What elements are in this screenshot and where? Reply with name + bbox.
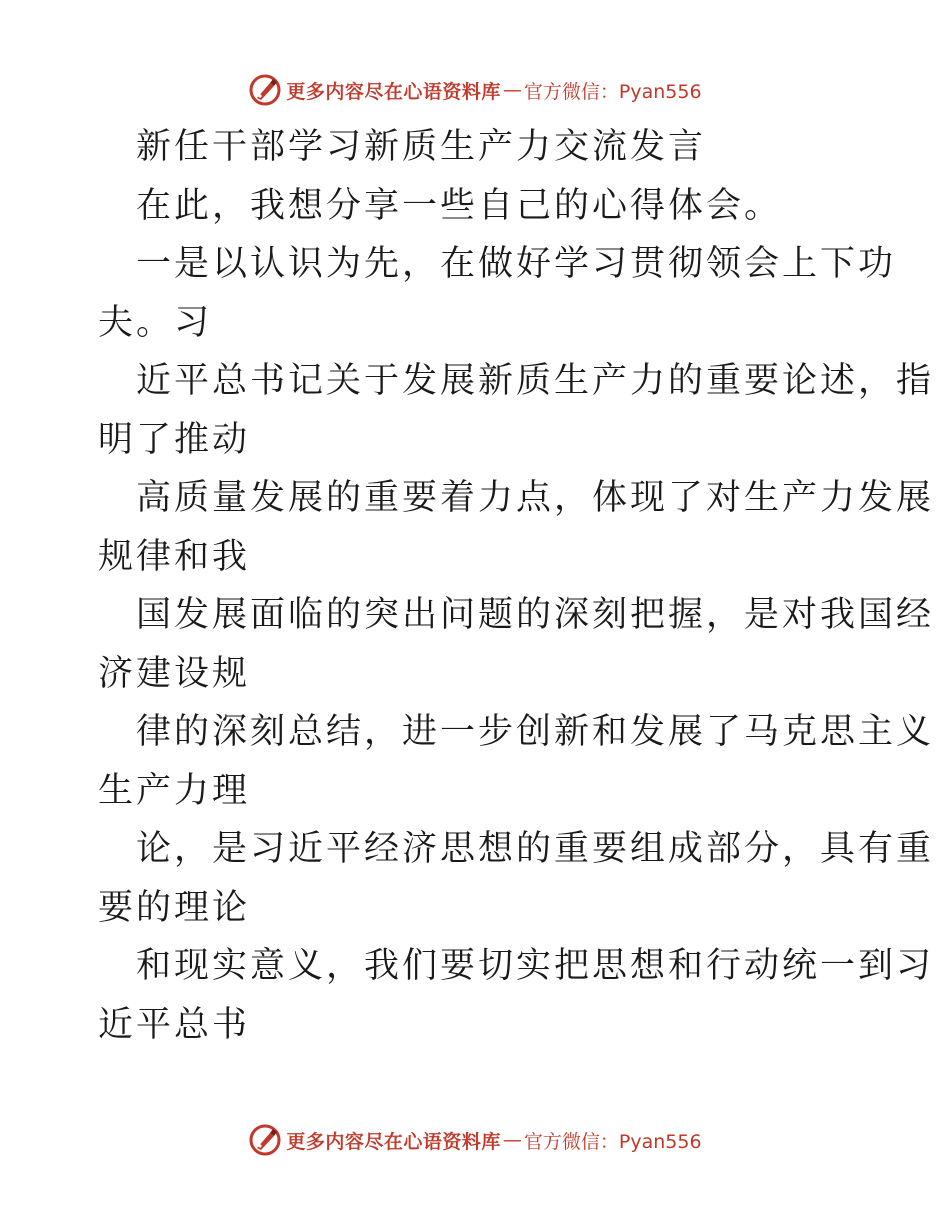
- document-line: 规律和我: [98, 536, 251, 577]
- document-line: 论，是习近平经济思想的重要组成部分，具有重: [136, 829, 935, 869]
- document-title: 新任干部学习新质生产力交流发言: [136, 127, 707, 167]
- pen-nib-logo-icon: [248, 1123, 282, 1157]
- document-body: [98, 118, 935, 1054]
- document-line: 济建设规: [98, 653, 251, 694]
- header-wechat-text: 官方微信：Pyan556: [523, 80, 702, 103]
- footer-banner: [0, 1120, 950, 1160]
- header-banner: [0, 70, 950, 110]
- document-line: 要的理论: [98, 887, 251, 928]
- document-line: 一是以认识为先，在做好学习贯彻领会上下功: [136, 244, 897, 284]
- footer-brand-text: 更多内容尽在心语资料库: [286, 1130, 501, 1153]
- footer-dash: —: [502, 1129, 522, 1151]
- document-line: 国发展面临的突出问题的深刻把握，是对我国经: [136, 595, 935, 635]
- header-dash: —: [502, 79, 522, 101]
- document-line: 夫。习: [98, 302, 213, 343]
- document-line: 近平总书记关于发展新质生产力的重要论述，指: [136, 361, 935, 401]
- document-line: 高质量发展的重要着力点，体现了对生产力发展: [136, 478, 935, 518]
- document-line: 近平总书: [98, 1004, 251, 1045]
- document-line: 和现实意义，我们要切实把思想和行动统一到习: [136, 946, 935, 986]
- footer-wechat-text: 官方微信：Pyan556: [523, 1130, 702, 1153]
- pen-nib-logo-icon: [248, 73, 282, 107]
- document-line: 生产力理: [98, 770, 251, 811]
- header-brand-text: 更多内容尽在心语资料库: [286, 80, 501, 103]
- document-line: 律的深刻总结，进一步创新和发展了马克思主义: [136, 712, 935, 752]
- document-line: 明了推动: [98, 419, 251, 460]
- document-line: 在此，我想分享一些自己的心得体会。: [136, 185, 783, 226]
